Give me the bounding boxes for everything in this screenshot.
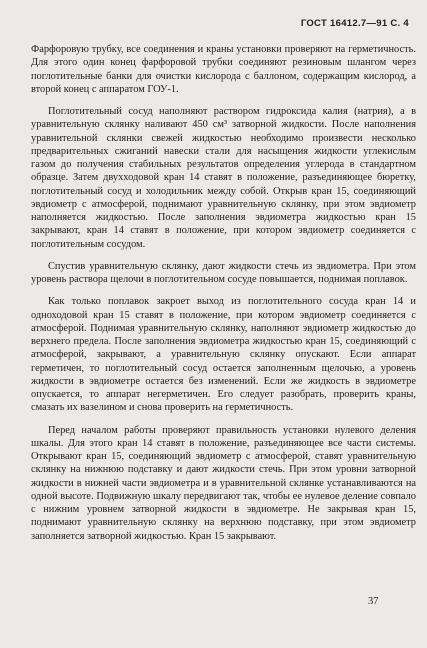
running-header: ГОСТ 16412.7—91 С. 4 — [300, 18, 409, 29]
paragraph: Перед началом работы проверяют правильность установки нулевого деления шкалы. Для этого кран 14 ставят в положение, разъединяющее все части системы. Открывают кран 15, соединяющий эвдиометр с атмосферой, ставят уравнительную склянку на нижнюю подставку и дают жидкости стечь. При этом уровни затворной жидкости в нижней части эвдиометра и в уравнительной склянке устанавливаются на одной высоте. Подвижную шкалу передвигают так, чтобы ее нулевое деление совпало с нижним уровнем затворной жидкости в эвдиометре. Не закрывая кран 15, поднимают уравнительную склянку на верхнюю подставку, при этом эвдиометр заполняется затворной жидкостью. Кран 15 закрывают. — [31, 424, 416, 542]
paragraph: Поглотительный сосуд наполняют раствором гидроксида калия (натрия), а в уравнительную склянку наливают 450 см³ затворной жидкости. После наполнения уравнительной склянки свежей жидкостью необходимо произвести несколько предварительных сжиганий навески стали для насыщения жидкости углекислым газом до получения стабильных результатов определения углерода в стандартном образце. Затем двухходовой кран 14 ставят в положение, разъединяющее бюретку, поглотительный сосуд и холодильник между собой. Открыв кран 15, соединяющий эвдиометр с атмосферой, поднимают уравнительную склянку, при этом эвдиометр наполняется жидкостью. После заполнения эвдиометра жидкостью кран 15 закрывают, кран 14 ставят в положение, при котором эвдиометр соединяется с поглотительным сосудом. — [31, 106, 416, 250]
paragraph: Фарфоровую трубку, все соединения и краны установки проверяют на герметичность. Для этого один конец фарфоровой трубки соединяют резиновым шлангом через поглотительные банки для очистки кислорода с баллоном, содержащим кислород, а второй конец с аппаратом ГОУ-1. — [31, 44, 416, 95]
paragraph: Как только поплавок закроет выход из поглотительного сосуда кран 14 и одноходовой кран 15 ставят в положение, при котором эвдиометр соединяется с атмосферой. Поднимая уравнительную склянку, наполняют эвдиометр жидкостью до верхнего предела. После заполнения эвдиометра жидкостью кран 15, соединяющий с атмосферой, закрывают, а уравнительную склянку опускают. Если аппарат герметичен, то поглотительный сосуд остается заполненным щелочью, а уровень жидкости в эвдиометре остается без изменений. Если же жидкость в эвдиометре опускается, то аппарат негерметичен. Его следует разобрать, проверить краны, смазать их вазелином и снова проверить на герметичность. — [31, 296, 416, 414]
page-number: 37 — [368, 596, 379, 607]
paragraph: Спустив уравнительную склянку, дают жидкости стечь из эвдиометра. При этом уровень раствора щелочи в поглотительном сосуде повышается, поднимая поплавок. — [31, 260, 416, 285]
body-text — [31, 43, 416, 552]
